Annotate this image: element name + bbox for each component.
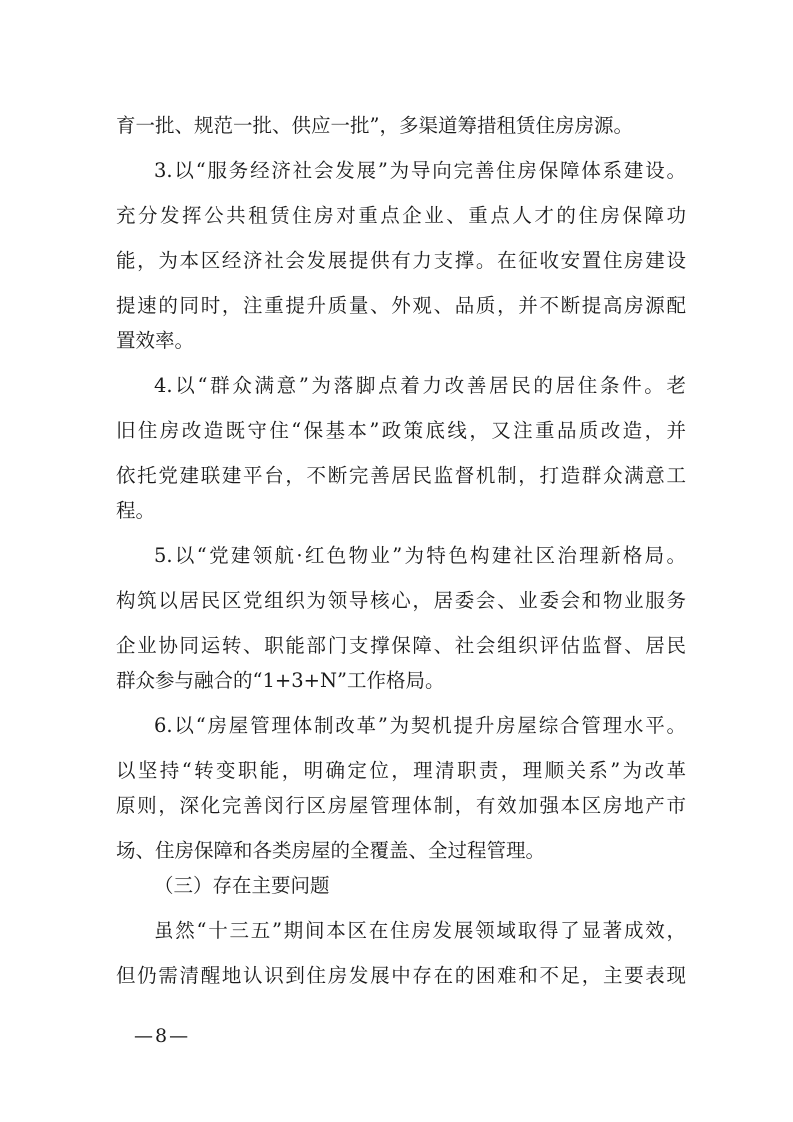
text-line: 程。 xyxy=(116,499,156,522)
text-line: 提速的同时，注重提升质量、外观、品质，并不断提高房源配 xyxy=(116,294,686,317)
paragraph-item-3-heading: 3.以“服务经济社会发展”为导向完善住房保障体系建设。 xyxy=(154,159,686,182)
paragraph-item-5-heading: 5.以“党建领航·红色物业”为特色构建社区治理新格局。 xyxy=(154,544,686,567)
text-line: 以坚持“转变职能，明确定位，理清职责，理顺关系”为改革 xyxy=(116,759,686,782)
text-line: 依托党建联建平台，不断完善居民监督机制，打造群众满意工 xyxy=(116,464,686,487)
paragraph-item-4-heading: 4.以“群众满意”为落脚点着力改善居民的居住条件。老 xyxy=(154,374,686,397)
text-line: 但仍需清醒地认识到住房发展中存在的困难和不足，主要表现 xyxy=(116,964,686,987)
paragraph-item-6-heading: 6.以“房屋管理体制改革”为契机提升房屋综合管理水平。 xyxy=(154,714,686,737)
text-line: 育一批、规范一批、供应一批”，多渠道筹措租赁住房房源。 xyxy=(116,114,633,137)
text-line: 构筑以居民区党组织为领导核心，居委会、业委会和物业服务 xyxy=(116,589,686,612)
text-line: 场、住房保障和各类房屋的全覆盖、全过程管理。 xyxy=(116,839,546,862)
text-line: 充分发挥公共租赁住房对重点企业、重点人才的住房保障功 xyxy=(116,204,686,227)
text-line: 能，为本区经济社会发展提供有力支撑。在征收安置住房建设 xyxy=(116,249,686,272)
text-line: 企业协同运转、职能部门支撑保障、社会组织评估监督、居民 xyxy=(116,634,686,657)
text-line: 原则，深化完善闵行区房屋管理体制，有效加强本区房地产市 xyxy=(116,794,686,817)
text-line: 虽然“十三五”期间本区在住房发展领域取得了显著成效， xyxy=(154,919,686,942)
text-line: 群众参与融合的“1+3+N”工作格局。 xyxy=(116,669,445,692)
text-line: 旧住房改造既守住“保基本”政策底线，又注重品质改造，并 xyxy=(116,419,686,442)
page-number: —8— xyxy=(134,1025,191,1047)
section-heading: （三）存在主要问题 xyxy=(154,874,330,897)
text-line: 置效率。 xyxy=(116,329,195,352)
